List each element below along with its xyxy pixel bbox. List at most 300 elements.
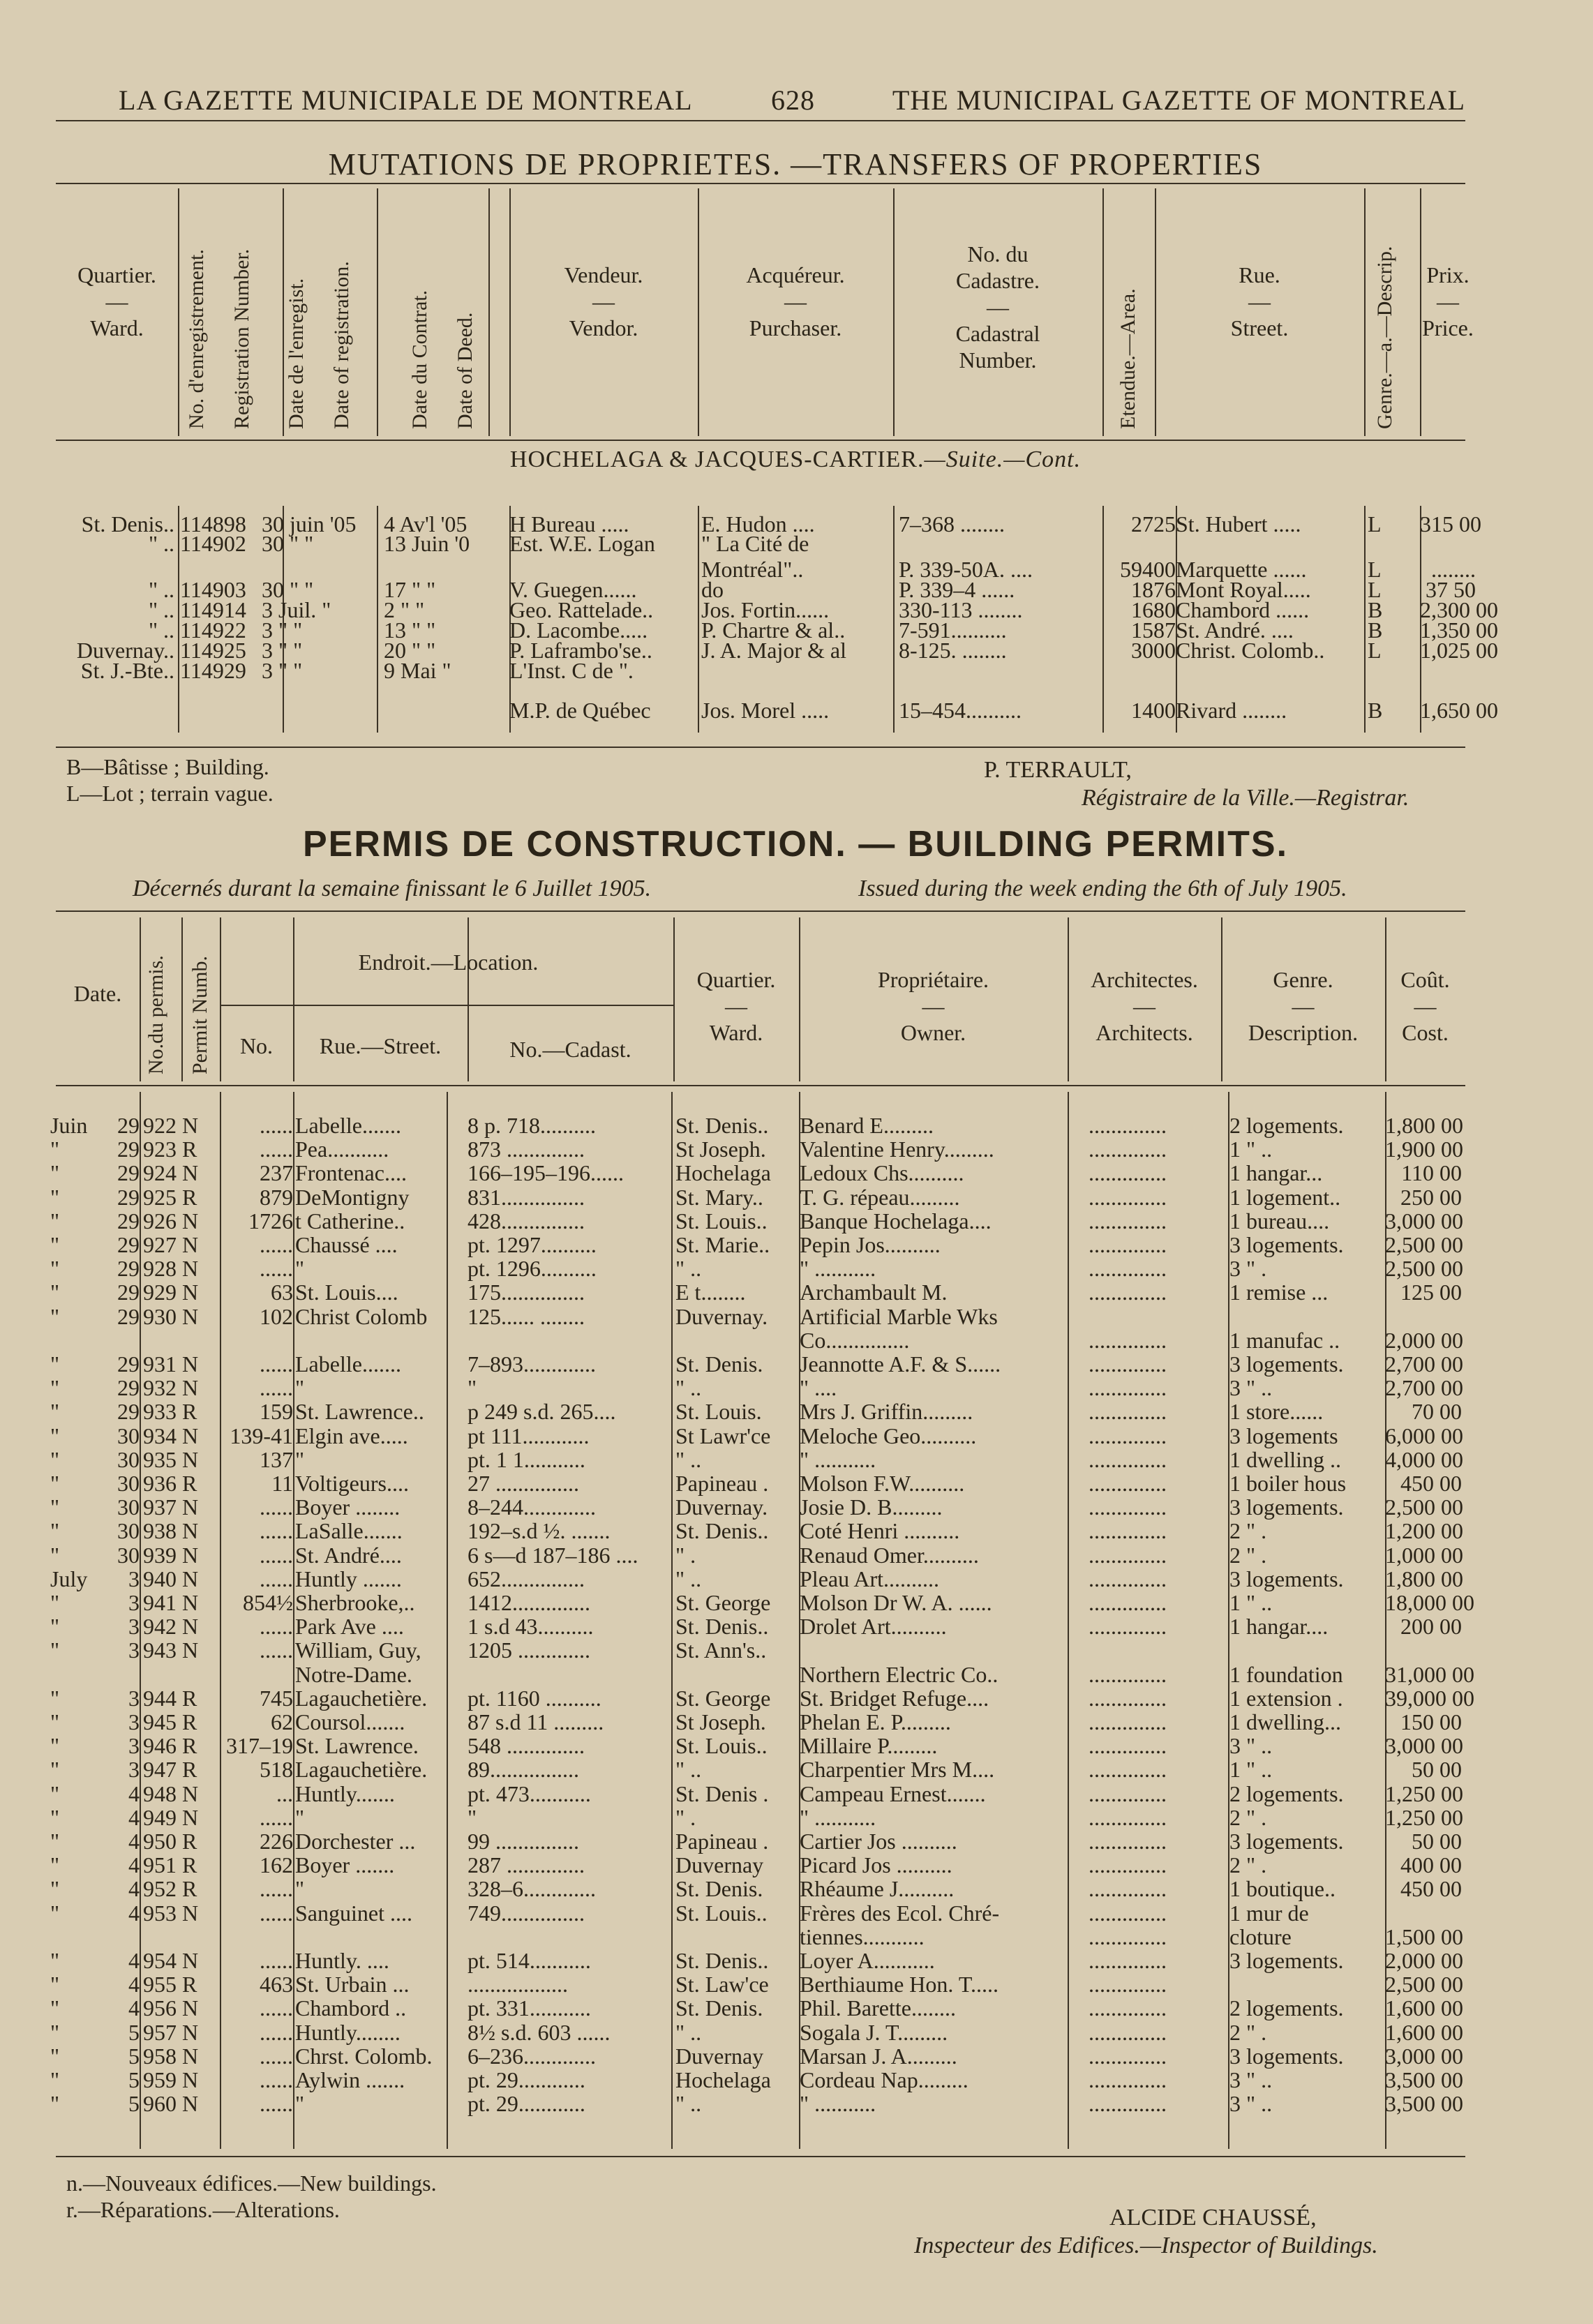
- permit-cell: 1,500 00: [1385, 1924, 1463, 1949]
- permit-cell: Boyer ........: [295, 1494, 401, 1520]
- permit-cell: ": [50, 1518, 60, 1544]
- architects-header-line: —: [1133, 994, 1156, 1019]
- section-suffix: —Suite.—Cont.: [924, 447, 1082, 472]
- permit-cell: 8 p. 718..........: [468, 1113, 596, 1138]
- permit-cell: ..............: [1089, 1280, 1167, 1305]
- transfer-cell: 330-113 ........: [899, 597, 1023, 622]
- transfer-cell: Chambord ......: [1176, 597, 1310, 622]
- transfer-cell: M.P. de Québec: [509, 698, 651, 723]
- permit-cell: 4: [128, 1852, 140, 1878]
- transfer-cell: E. Hudon ....: [701, 511, 815, 537]
- permit-cell: ..............: [1089, 1900, 1167, 1926]
- permit-cell: pt. 1 1...........: [468, 1446, 585, 1472]
- permit-cell: Labelle.......: [295, 1351, 401, 1377]
- permit-cell: 3,500 00: [1385, 2067, 1463, 2092]
- permit-cell: 29: [117, 1351, 140, 1377]
- permit-cell: 30: [117, 1446, 140, 1472]
- permit-cell: 4: [128, 1995, 140, 2021]
- architects-header: [1068, 966, 1221, 1046]
- transfer-cell: Rivard ........: [1176, 698, 1287, 723]
- location-subrule: [220, 1005, 673, 1006]
- permit-cell: St. Denis .: [675, 1781, 769, 1806]
- permit-cell: 3: [128, 1685, 140, 1711]
- permit-cell: 2,500 00: [1385, 1972, 1463, 1997]
- permit-cell: 8½ s.d. 603 ......: [468, 2019, 611, 2045]
- transfer-cell: 13 " ": [384, 617, 436, 643]
- permit-cell: ": [50, 1781, 60, 1806]
- transfer-cell: D. Lacombe.....: [509, 617, 648, 643]
- permit-cell: 70 00: [1412, 1399, 1462, 1425]
- permit-cell: ": [50, 1208, 60, 1234]
- permit-cell: 39,000 00: [1385, 1685, 1474, 1711]
- permit-cell: 31,000 00: [1385, 1661, 1474, 1687]
- permit-cell: ": [295, 1375, 305, 1401]
- permit-cell: 1 boutique..: [1229, 1876, 1336, 1902]
- street-header: Rue.—Street.: [319, 1033, 442, 1058]
- permit-cell: 3 logements.: [1229, 1494, 1344, 1520]
- permit-cell: St. Denis..: [675, 1948, 769, 1973]
- ward-header-line: —: [725, 994, 747, 1019]
- permit-cell: ": [295, 2091, 305, 2117]
- permit-cell: 4: [128, 1804, 140, 1830]
- permits-subtitle-fr: Décernés durant la semaine finissant le 6 Juillet 1905.: [133, 876, 652, 901]
- permit-cell: 4,000 00: [1385, 1446, 1463, 1472]
- permit-cell: St. Denis.: [675, 1995, 763, 2021]
- permit-cell: ......: [260, 1494, 293, 1520]
- permit-cell: 3,000 00: [1385, 2043, 1463, 2069]
- permit-cell: Duvernay: [675, 2043, 764, 2069]
- permit-cell: 548 ..............: [468, 1733, 585, 1759]
- permit-cell: 6 s—d 187–186 ....: [468, 1542, 638, 1568]
- transfer-cell: Mont Royal.....: [1176, 577, 1311, 602]
- permit-cell: 1 logement..: [1229, 1184, 1341, 1210]
- permits-subtitle-en: Issued during the week ending the 6th of July 1905.: [858, 876, 1347, 901]
- legend-item: L—Lot ; terrain vague.: [66, 781, 274, 806]
- permit-cell: 949 N: [143, 1804, 199, 1830]
- permit-cell: 166–195–196......: [468, 1160, 624, 1186]
- transfer-cell: 315 00: [1420, 511, 1481, 537]
- permit-cell: 3 logements.: [1229, 1566, 1344, 1591]
- permit-cell: 7–893.............: [468, 1351, 596, 1377]
- owner-header-line: Owner.: [900, 1020, 966, 1045]
- permit-cell: 125 00: [1400, 1280, 1462, 1305]
- permit-cell: 29: [117, 1208, 140, 1234]
- permit-cell: ..................: [468, 1972, 568, 1997]
- header-right: THE MUNICIPAL GAZETTE OF MONTREAL: [892, 84, 1465, 116]
- permit-cell: 928 N: [143, 1256, 199, 1282]
- permit-cell: 1412..............: [468, 1590, 590, 1615]
- transfer-cell: 1400: [1131, 698, 1176, 723]
- permit-cell: Molson Dr W. A. ......: [800, 1590, 992, 1615]
- registration-date-header-en: Date of registration.: [330, 261, 353, 429]
- cadastre-header-line: Number.: [959, 347, 1037, 373]
- transfer-cell: 4 Av'l '05: [384, 511, 468, 537]
- transfer-cell: Duvernay..: [76, 638, 174, 663]
- permit-cell: ": [50, 1757, 60, 1783]
- transfer-cell: Geo. Rattelade..: [509, 597, 654, 622]
- transfer-cell: B: [1368, 597, 1383, 622]
- permit-cell: ......: [260, 2019, 293, 2045]
- permit-cell: Chrst. Colomb.: [295, 2043, 433, 2069]
- permit-cell: pt. 514...........: [468, 1948, 591, 1973]
- transfer-cell: 1,350 00: [1420, 617, 1498, 643]
- permit-cell: Duvernay.: [675, 1494, 768, 1520]
- transfer-cell: 13 Juin '0: [384, 531, 470, 556]
- transfer-cell: B: [1368, 617, 1383, 643]
- permit-cell: Molson F.W..........: [800, 1471, 965, 1496]
- permit-cell: Notre-Dame.: [295, 1661, 412, 1687]
- permit-cell: 30: [117, 1542, 140, 1568]
- permit-cell: Papineau .: [675, 1471, 769, 1496]
- ward-header-line: Ward.: [90, 315, 144, 340]
- transfers-header-rule: [56, 440, 1465, 441]
- price-header-line: —: [1437, 289, 1459, 314]
- column-divider: [283, 188, 284, 436]
- permit-cell: Cartier Jos ..........: [800, 1829, 957, 1854]
- purchaser-header-line: —: [784, 289, 807, 314]
- permit-cell: ......: [260, 1637, 293, 1663]
- permit-cell: Sanguinet ....: [295, 1900, 412, 1926]
- permit-cell: ": [468, 1375, 477, 1401]
- description-header-line: Description.: [1248, 1020, 1359, 1045]
- permit-cell: 3: [128, 1590, 140, 1615]
- column-divider: [698, 506, 699, 733]
- permit-cell: 99 ...............: [468, 1829, 579, 1854]
- permit-cell: 3 logements: [1229, 1423, 1338, 1448]
- permit-cell: 946 R: [143, 1733, 197, 1759]
- permit-cell: St. Marie..: [675, 1232, 770, 1257]
- permit-cell: 29: [117, 1184, 140, 1210]
- transfer-cell: 3 " ": [262, 617, 303, 643]
- permits-top-rule: [56, 910, 1465, 912]
- permit-cell: 1205 .............: [468, 1637, 590, 1663]
- area-header: Etendue.—Area.: [1116, 288, 1139, 429]
- permit-cell: ..............: [1089, 1232, 1167, 1257]
- permit-cell: 2,700 00: [1385, 1375, 1463, 1401]
- permit-cell: 956 N: [143, 1995, 199, 2021]
- permit-cell: 30: [117, 1518, 140, 1544]
- permit-cell: ......: [260, 1900, 293, 1926]
- permit-cell: Lagauchetière.: [295, 1757, 428, 1783]
- permit-cell: 110 00: [1401, 1160, 1462, 1186]
- permit-cell: ": [50, 1948, 60, 1973]
- permit-cell: Huntly .......: [295, 1566, 402, 1591]
- ward-header: [59, 262, 174, 341]
- permit-cell: " .: [675, 1804, 696, 1830]
- permit-cell: ..............: [1089, 1327, 1167, 1353]
- transfer-cell: " ..: [148, 577, 174, 602]
- no-header: No.: [239, 1033, 274, 1058]
- permit-cell: 934 N: [143, 1423, 199, 1448]
- permit-cell: ......: [260, 1113, 293, 1138]
- permit-cell: 3,000 00: [1385, 1733, 1463, 1759]
- permit-cell: 937 N: [143, 1494, 199, 1520]
- permit-cell: 3 logements.: [1229, 1232, 1344, 1257]
- permit-cell: ": [50, 1446, 60, 1472]
- permit-cell: 192–s.d ½. .......: [468, 1518, 611, 1544]
- permit-cell: Archambault M.: [800, 1280, 948, 1305]
- permit-cell: 2,000 00: [1385, 1327, 1463, 1353]
- permit-cell: 175...............: [468, 1280, 585, 1305]
- permit-cell: Hochelaga: [675, 1160, 771, 1186]
- permit-cell: ..............: [1089, 1948, 1167, 1973]
- permit-cell: Campeau Ernest.......: [800, 1781, 986, 1806]
- permit-cell: ": [295, 1446, 305, 1472]
- permit-cell: ...: [276, 1781, 293, 1806]
- permit-cell: " ...........: [800, 2091, 876, 2117]
- permit-cell: 1 boiler hous: [1229, 1471, 1347, 1496]
- permit-cell: pt. 1297..........: [468, 1232, 597, 1257]
- permit-cell: ..............: [1089, 1494, 1167, 1520]
- permit-cell: 2,500 00: [1385, 1256, 1463, 1282]
- transfer-cell: P. Laframbo'se..: [509, 638, 652, 663]
- transfer-cell: St. André. ....: [1176, 617, 1294, 643]
- permit-cell: Elgin ave.....: [295, 1423, 408, 1448]
- permit-cell: p 249 s.d. 265....: [468, 1399, 616, 1425]
- description-header: Genre.—a.—Descrip.: [1373, 246, 1396, 429]
- permit-cell: ..............: [1089, 1829, 1167, 1854]
- permit-cell: ..............: [1089, 1399, 1167, 1425]
- permit-cell: ": [50, 1709, 60, 1734]
- permit-cell: 137: [260, 1446, 293, 1472]
- permit-cell: ......: [260, 2043, 293, 2069]
- vendor-header-line: Vendeur.: [564, 262, 643, 287]
- permit-cell: Banque Hochelaga....: [800, 1208, 992, 1234]
- transfer-cell: L: [1368, 577, 1382, 602]
- permit-cell: ......: [260, 1137, 293, 1162]
- permit-cell: 4: [128, 1948, 140, 1973]
- permit-cell: Millaire P.........: [800, 1733, 938, 1759]
- permit-cell: 1 dwelling ..: [1229, 1446, 1341, 1472]
- permit-cell: ..............: [1089, 1471, 1167, 1496]
- permit-cell: 1 " ..: [1229, 1137, 1273, 1162]
- cost-header: [1385, 966, 1465, 1046]
- permit-cell: Coursol.......: [295, 1709, 405, 1734]
- permit-cell: ": [50, 1637, 60, 1663]
- permit-cell: 50 00: [1412, 1757, 1462, 1783]
- transfer-cell: do: [701, 577, 724, 602]
- transfers-section-heading: [56, 447, 1535, 473]
- cost-header-line: Coût.: [1400, 967, 1450, 992]
- transfer-cell: 59400: [1120, 557, 1176, 582]
- permit-cell: 2 logements.: [1229, 1995, 1344, 2021]
- cadast-header: No.—Cadast.: [509, 1037, 631, 1062]
- permit-cell: ": [50, 1160, 60, 1186]
- price-header-line: Prix.: [1426, 262, 1469, 287]
- permit-cell: 2,500 00: [1385, 1232, 1463, 1257]
- transfer-cell: V. Guegen......: [509, 577, 637, 602]
- permit-cell: 50 00: [1412, 1829, 1462, 1854]
- permit-cell: ..............: [1089, 1160, 1167, 1186]
- permit-cell: 932 N: [143, 1375, 199, 1401]
- permit-cell: 2,700 00: [1385, 1351, 1463, 1377]
- permit-cell: 2 " .: [1229, 1542, 1267, 1568]
- permit-cell: 5: [128, 2067, 140, 2092]
- permit-cell: St. Mary..: [675, 1184, 763, 1210]
- permit-cell: St. Lawrence.: [295, 1733, 419, 1759]
- permit-cell: 930 N: [143, 1303, 199, 1329]
- permit-cell: 8–244.............: [468, 1494, 596, 1520]
- transfer-cell: Jos. Morel .....: [701, 698, 830, 723]
- permit-cell: 1,000 00: [1385, 1542, 1463, 1568]
- architects-header-line: Architectes.: [1091, 967, 1198, 992]
- permit-cell: 62: [271, 1709, 293, 1734]
- permit-cell: Boyer .......: [295, 1852, 395, 1878]
- permit-cell: Aylwin .......: [295, 2067, 405, 2092]
- permit-cell: Papineau .: [675, 1829, 769, 1854]
- transfer-cell: " ..: [148, 531, 174, 556]
- purchaser-header: [698, 262, 893, 341]
- permit-cell: St. Louis.: [675, 1399, 762, 1425]
- permit-cell: Artificial Marble Wks: [800, 1303, 998, 1329]
- transfer-cell: 30 " ": [262, 531, 314, 556]
- street-header: [1155, 262, 1364, 341]
- column-divider: [1364, 506, 1366, 733]
- permit-cell: ..............: [1089, 1351, 1167, 1377]
- price-header-line: Price.: [1422, 315, 1474, 340]
- permit-cell: 30: [117, 1494, 140, 1520]
- permit-cell: 3 logements.: [1229, 1829, 1344, 1854]
- transfer-cell: St. Hubert .....: [1176, 511, 1301, 537]
- permit-cell: Huntly.......: [295, 1781, 395, 1806]
- permit-cell: 2 " .: [1229, 2019, 1267, 2045]
- permit-cell: 1 s.d 43..........: [468, 1614, 594, 1640]
- permit-cell: " ..: [675, 1566, 702, 1591]
- permit-cell: St. Denis.: [675, 1876, 763, 1902]
- owner-header-line: Propriétaire.: [877, 967, 989, 992]
- inspector-title: Inspecteur des Edifices.—Inspector of Buildings.: [914, 2233, 1378, 2258]
- permit-cell: 953 N: [143, 1900, 199, 1926]
- transfer-cell: Est. W.E. Logan: [509, 531, 655, 556]
- permit-cell: St. Louis..: [675, 1733, 768, 1759]
- permit-cell: Sherbrooke,..: [295, 1590, 415, 1615]
- permit-cell: 749...............: [468, 1900, 585, 1926]
- permit-cell: ......: [260, 1351, 293, 1377]
- permit-cell: St Joseph.: [675, 1709, 766, 1734]
- permit-cell: 29: [117, 1232, 140, 1257]
- permit-cell: 1,600 00: [1385, 2019, 1463, 2045]
- permit-cell: 947 R: [143, 1757, 197, 1783]
- permit-cell: ......: [260, 1232, 293, 1257]
- transfer-cell: 9 Mai ": [384, 658, 451, 683]
- permit-cell: Christ Colomb: [295, 1303, 428, 1329]
- permit-cell: ": [50, 1804, 60, 1830]
- cost-header-line: Cost.: [1402, 1020, 1449, 1045]
- transfer-cell: St. J.-Bte..: [80, 658, 174, 683]
- permit-cell: 1 dwelling...: [1229, 1709, 1341, 1734]
- transfer-cell: 2 " ": [384, 597, 425, 622]
- permit-cell: 317–19: [226, 1733, 293, 1759]
- permit-cell: 952 R: [143, 1876, 197, 1902]
- transfer-cell: 1876: [1131, 577, 1176, 602]
- permit-cell: ..............: [1089, 1256, 1167, 1282]
- transfer-cell: 114898: [180, 511, 246, 537]
- page-number: 628: [771, 84, 815, 116]
- registration-number-header-fr: No. d'enregistrement.: [185, 249, 208, 429]
- permit-cell: 1 " ..: [1229, 1590, 1273, 1615]
- permit-cell: ": [50, 1852, 60, 1878]
- transfer-cell: " ..: [148, 617, 174, 643]
- permit-cell: ..............: [1089, 1924, 1167, 1949]
- permit-cell: 150 00: [1400, 1709, 1462, 1734]
- permit-cell: 938 N: [143, 1518, 199, 1544]
- permit-cell: Co...............: [800, 1327, 910, 1353]
- permit-cell: 929 N: [143, 1280, 199, 1305]
- permit-cell: ": [50, 1829, 60, 1854]
- permit-cell: ..............: [1089, 1852, 1167, 1878]
- transfer-cell: 1,650 00: [1420, 698, 1498, 723]
- permit-cell: DeMontigny: [295, 1184, 410, 1210]
- permit-cell: Labelle.......: [295, 1113, 401, 1138]
- permit-cell: 3 " ..: [1229, 2091, 1273, 2117]
- permit-cell: St. Louis..: [675, 1208, 768, 1234]
- permit-cell: 27 ...............: [468, 1471, 579, 1496]
- permit-cell: 3,500 00: [1385, 2091, 1463, 2117]
- permit-cell: " ...........: [800, 1804, 876, 1830]
- permit-cell: 957 N: [143, 2019, 199, 2045]
- permit-cell: St. Lawrence..: [295, 1399, 424, 1425]
- permit-cell: 1 " ..: [1229, 1757, 1273, 1783]
- permit-cell: 935 N: [143, 1446, 199, 1472]
- permit-cell: 4: [128, 1900, 140, 1926]
- permit-cell: T. G. répeau.........: [800, 1184, 960, 1210]
- permit-cell: Huntly........: [295, 2019, 401, 2045]
- permit-cell: 3: [128, 1614, 140, 1640]
- column-divider: [178, 188, 179, 436]
- permit-cell: 1,900 00: [1385, 1137, 1463, 1162]
- architects-header-line: Architects.: [1095, 1020, 1193, 1045]
- permit-cell: 29: [117, 1160, 140, 1186]
- column-divider: [377, 188, 378, 436]
- permit-cell: 3: [128, 1709, 140, 1734]
- permit-cell: ": [50, 1471, 60, 1496]
- permit-cell: ": [50, 1733, 60, 1759]
- cadastre-header-line: —: [987, 294, 1009, 320]
- transfer-cell: 37 50: [1426, 577, 1476, 602]
- permit-cell: July: [50, 1566, 88, 1591]
- permit-cell: 3 logements.: [1229, 1948, 1344, 1973]
- transfer-cell: ........: [1431, 557, 1476, 582]
- transfer-cell: 8-125. ........: [899, 638, 1007, 663]
- permit-cell: 30: [117, 1471, 140, 1496]
- permit-cell: ": [50, 1900, 60, 1926]
- permit-cell: ......: [260, 1804, 293, 1830]
- permit-cell: ..............: [1089, 1208, 1167, 1234]
- permit-cell: " ...........: [800, 1256, 876, 1282]
- permit-cell: 1726: [248, 1208, 293, 1234]
- permit-cell: 854½: [243, 1590, 293, 1615]
- permit-cell: 931 N: [143, 1351, 199, 1377]
- transfer-cell: 30 juin '05: [262, 511, 357, 537]
- permit-cell: Charpentier Mrs M....: [800, 1757, 995, 1783]
- permit-cell: 879: [260, 1184, 293, 1210]
- permit-cell: 3 " ..: [1229, 1375, 1273, 1401]
- permit-cell: 3 " ..: [1229, 2067, 1273, 2092]
- permit-cell: tiennes...........: [800, 1924, 925, 1949]
- permit-cell: pt. 1160 ..........: [468, 1685, 601, 1711]
- permit-cell: 1,200 00: [1385, 1518, 1463, 1544]
- permits-legend: [66, 2170, 437, 2223]
- permit-cell: Phelan E. P.........: [800, 1709, 951, 1734]
- ward-header: [673, 966, 799, 1046]
- permit-cell: Pepin Jos..........: [800, 1232, 941, 1257]
- transfer-cell: J. A. Major & al: [701, 638, 846, 663]
- transfer-cell: 114925: [180, 638, 246, 663]
- permit-cell: ..............: [1089, 2019, 1167, 2045]
- section-name: HOCHELAGA & JACQUES-CARTIER.: [509, 447, 925, 472]
- permit-cell: 29: [117, 1137, 140, 1162]
- permit-cell: ..............: [1089, 1685, 1167, 1711]
